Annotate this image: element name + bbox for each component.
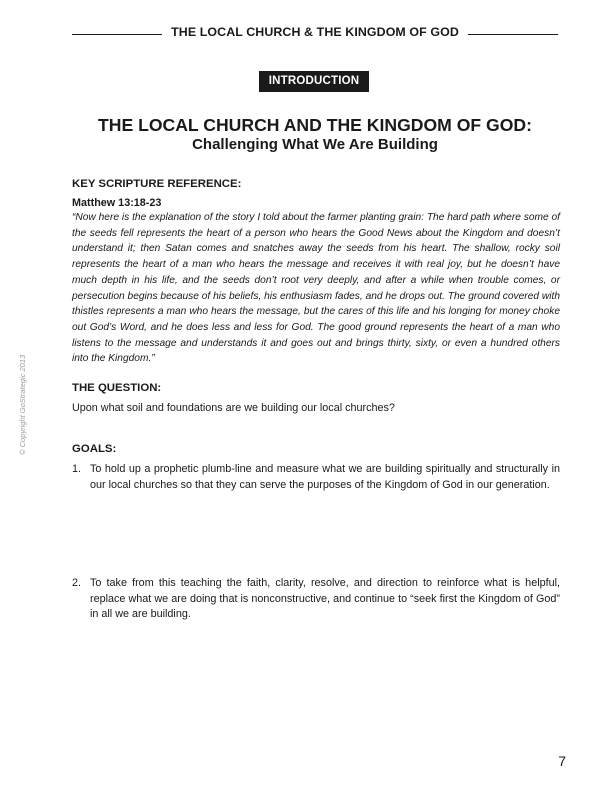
goal-number: 2. (72, 577, 82, 589)
page-subtitle: Challenging What We Are Building (192, 136, 438, 153)
question-heading: THE QUESTION: (72, 382, 162, 394)
goal-item-1 (72, 462, 560, 493)
running-header-title: THE LOCAL CHURCH & THE KINGDOM OF GOD (171, 25, 459, 39)
scripture-heading: KEY SCRIPTURE REFERENCE: (72, 178, 242, 190)
goal-item-2 (72, 576, 560, 623)
scripture-text: “Now here is the explanation of the story I told about the farmer planting grain: The hard path where some of the seeds fell represents the heart of a person who hears the Good News about the Kingdom and doesn’t understand it; then Satan comes and snatches away the seeds from his heart. The shallow, rocky soil represents the heart of a man who hears the message and receives it with real joy, but he doesn’t have much depth in his life, and the seeds don’t root very deeply, and after a while when trouble comes, or persecution begins because of his beliefs, his enthusiasm fades, and he drops out. The ground covered with thistles represents a man who hears the message, but the cares of this life and his longing for money choke out God’s Word, and he does less and less for God. The good ground represents the heart of a man who listens to the message and understands it and goes out and brings thirty, sixty, or even a hundred others into the Kingdom.” (72, 212, 560, 365)
header-rule-right (468, 34, 558, 35)
page-title: THE LOCAL CHURCH AND THE KINGDOM OF GOD: (98, 115, 532, 135)
goal-number: 1. (72, 463, 82, 475)
copyright-notice: © Copyright GoStrategic 2013 (18, 354, 27, 455)
running-header (72, 24, 558, 44)
header-rule-left (72, 34, 162, 35)
page-number: 7 (558, 753, 566, 769)
scripture-reference: Matthew 13:18-23 (72, 197, 162, 209)
question-text: Upon what soil and foundations are we building our local churches? (72, 402, 395, 414)
section-tag: INTRODUCTION (259, 71, 369, 92)
goals-heading: GOALS: (72, 443, 117, 455)
goal-text: To take from this teaching the faith, clarity, resolve, and direction to reinforce what is helpful, replace what we are doing that is nonconstructive, and continue to “seek first the Kingdom of God” in all we are building. (90, 577, 560, 621)
goal-text: To hold up a prophetic plumb-line and measure what we are building spiritually and structurally in our local churches so that they can serve the purposes of the Kingdom of God in our generation. (90, 463, 560, 491)
